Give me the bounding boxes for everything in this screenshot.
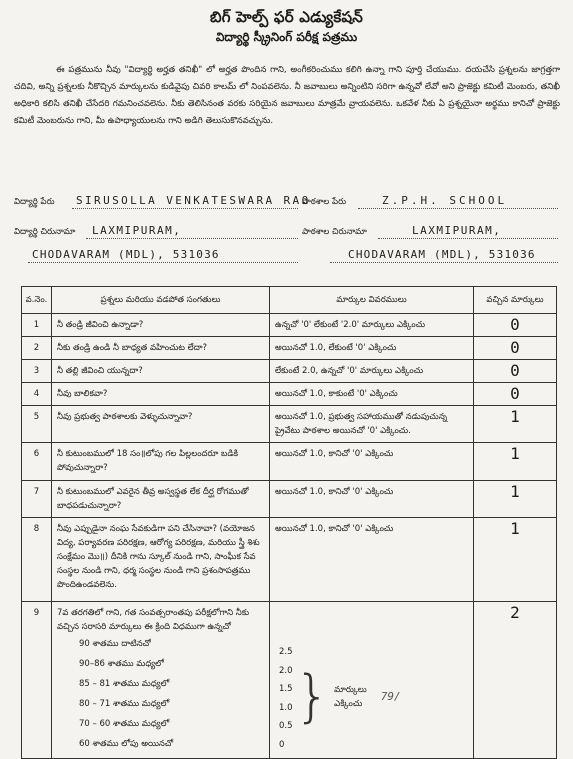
scale-value: 2.0 <box>279 665 293 676</box>
row-num: 2 <box>22 337 52 360</box>
scale-value: 1.0 <box>279 702 293 713</box>
scale-value: 0 <box>279 739 285 750</box>
table-row <box>22 314 557 337</box>
row-num: 8 <box>22 518 52 602</box>
header-num: వ.నెం. <box>22 287 52 314</box>
school-address-line-2 <box>330 262 558 263</box>
range-item: 60 శాతము లోపు అయినచో <box>79 739 174 749</box>
student-address-line-1 <box>86 238 298 239</box>
row-num: 1 <box>22 314 52 337</box>
row-num: 9 <box>22 602 52 759</box>
scale-value: 2.5 <box>279 647 293 657</box>
row-question: నీవు బాలికవా? <box>52 383 270 406</box>
table-row <box>22 481 557 518</box>
range-item: 70 – 60 శాతము మధ్యలో <box>79 719 170 729</box>
table-row <box>22 406 557 443</box>
header-marks: వచ్చిన మార్కులు <box>474 287 557 314</box>
row-question <box>52 602 270 759</box>
table-row <box>22 518 557 602</box>
student-name-value: SIRUSOLLA VENKATESWARA RAO <box>76 194 311 207</box>
table-header-row <box>22 287 557 314</box>
scale-label-line: ఎక్కించు <box>334 698 363 709</box>
row-details: అయినచో 1.0, కానిచో '0' ఎక్కించు <box>270 518 474 602</box>
student-address-label: విద్యార్థి చిరునామా <box>14 227 76 237</box>
student-address-line-2 <box>28 262 298 263</box>
percentage-range-list <box>57 634 264 754</box>
row-mark[interactable]: 0 <box>474 360 557 383</box>
row-num: 3 <box>22 360 52 383</box>
school-address-line-1 <box>378 238 558 239</box>
row-mark[interactable]: 0 <box>474 337 557 360</box>
row-mark[interactable]: 1 <box>474 406 557 443</box>
scale-value: 0.5 <box>279 721 293 731</box>
range-item: 85 – 81 శాతము మధ్యలో <box>79 679 170 689</box>
header-question: ప్రశ్నలు మరియు వడపోత సంగతులు <box>52 287 270 314</box>
range-item: 90–86 శాతము మధ్యలో <box>79 659 164 669</box>
curly-brace-icon: } <box>294 663 331 729</box>
row-num: 7 <box>22 481 52 518</box>
school-name-value: Z.P.H. SCHOOL <box>382 194 508 207</box>
row-mark[interactable]: 1 <box>474 481 557 518</box>
scale-value: 1.5 <box>279 684 293 694</box>
handwritten-note: 79/ <box>380 689 401 703</box>
student-address-value-2: CHODAVARAM (MDL), 531036 <box>32 248 220 261</box>
marks-scale <box>275 639 468 754</box>
row-num: 5 <box>22 406 52 443</box>
row-details: అయినచో 1.0, కానిచో '0' ఎక్కించు <box>270 443 474 481</box>
school-name-label: పాఠశాల పేరు <box>302 197 347 207</box>
table-row <box>22 383 557 406</box>
range-item: 90 శాతము దాటినచో <box>79 639 151 649</box>
row-question: నీ తల్లి జీవించి యున్నదా? <box>52 360 270 383</box>
row-question: నీకు తండ్రి ఉండి నీ బాధ్యత వహించుట లేదా? <box>52 337 270 360</box>
row-question: నీవు ప్రభుత్వ పాఠశాలకు వెళ్ళుచున్నావా? <box>52 406 270 443</box>
student-name-line <box>72 208 298 209</box>
row-details <box>270 602 474 759</box>
table-row <box>22 602 557 759</box>
student-name-label: విద్యార్థి పేరు <box>14 197 55 207</box>
school-address-label: పాఠశాల చిరునామా <box>302 227 367 237</box>
header-details: మార్కుల వివరములు <box>270 287 474 314</box>
scale-label-line: మార్కులు <box>334 684 367 695</box>
row-num: 4 <box>22 383 52 406</box>
row-details: అయినచో 1.0, ప్రభుత్వ సహాయముతో నడుపుచున్న ప్రైవేటు పాఠశాల అయినచో '0' ఎక్కించు. <box>270 406 474 443</box>
row-details: ఉన్నచో '0' లేకుంటే '2.0' మార్కులు ఎక్కించు <box>270 314 474 337</box>
row9-question-text: 7వ తరగతిలో గాని, గత సంవత్సరాంతపు పరీక్షలోగాని నీకు వచ్చిన సరాసరి మార్కులు ఈ క్రింది విధముగా ఉన్నచో <box>57 608 250 632</box>
instructions-paragraph: ఈ పత్రమును నీవు "విద్యార్థి అర్హత తనిఖీ" లో అర్హత పొందిన గాని, అంగీకరించుము కలిగి ఉన్నా గాని పూర్తి చేయుము. దయచేసి ప్రశ్నలను జాగ్రత్తగా చదివి, అన్ని ప్రశ్నలకు నీకొచ్చిన మార్కులను కుడివైపు చివరి కాలమ్ లో నింపవలెను. నీ జవాబులు అన్నింటిని సరిగా ఉన్నవో లేవో అని ప్రాజెక్టు కమిటీ మెంబరు, తనిఖీ అధికారి కలిసి తనిఖీ చేసేదరి గమనించవలెను. నీకు తెలిసినంత వరకు సరియైన జవాబులు మాత్రమే వ్రాయవలెను. ఒకవేళ నీకు ఏ ప్రశ్నయైనా అర్థము కానిచో ప్రాజెక్టు కమిటీ మెంబరును గాని, మీ ఉపాధ్యాయులను గాని అడిగి తెలుసుకొనవచ్చును. <box>14 65 560 126</box>
scale-values <box>275 643 293 754</box>
row-question: నీవు ఎప్పుడైనా నంఘ సేవకుడిగా పని చేసినావా? (వయోజన విద్య, పర్యావరణ పరిరక్షణ, ఆరోగ్య పరిరక్షణ, మరియు స్త్రీ శిశు సంక్షేమం మొ॥) దీనికి గాను స్కూల్ నుండి గాని, సాంఘీక సేవ సంస్థల నుండి గాని, ధర్మ సంస్థల నుండి గాని ప్రశంసాపత్రము పొందిఉండవలెను. <box>52 518 270 602</box>
form-title: బిగ్ హెల్ప్ ఫర్ ఎడ్యుకేషన్ <box>210 8 363 26</box>
student-address-value-1: LAXMIPURAM, <box>92 224 182 237</box>
row-question: నీ కుటుంబములో 18 సం॥లోపు గల పిల్లలందరూ బడికి పోవుచున్నారా? <box>52 443 270 481</box>
table-row <box>22 443 557 481</box>
table-row <box>22 360 557 383</box>
row-question: నీ తండ్రి జీవించి ఉన్నాడా? <box>52 314 270 337</box>
screening-table <box>21 286 557 759</box>
row-details: లేకుంటే 2.0, ఉన్నచో '0' మార్కులు ఎక్కించు <box>270 360 474 383</box>
row-details: అయినచో 1.0, లేకుంటే '0' ఎక్కించు <box>270 337 474 360</box>
row-question: నీ కుటుంబములో ఎవరైన తీవ్ర అస్వస్థత లేక దీర్ఘ రోగముతో బాధపడుచున్నారా? <box>52 481 270 518</box>
school-name-line <box>358 208 558 209</box>
row-mark[interactable]: 1 <box>474 443 557 481</box>
range-item: 80 – 71 శాతము మధ్యలో <box>79 699 170 709</box>
row-mark[interactable]: 0 <box>474 383 557 406</box>
row-details: అయినచో 1.0, కానిచో '0' ఎక్కించు <box>270 481 474 518</box>
row-num: 6 <box>22 443 52 481</box>
table-row <box>22 337 557 360</box>
row-mark[interactable]: 0 <box>474 314 557 337</box>
school-address-value-1: LAXMIPURAM, <box>412 224 502 237</box>
school-address-value-2: CHODAVARAM (MDL), 531036 <box>348 248 536 261</box>
row-details: అయినచో 1.0, కాకుంటే '0' ఎక్కించు <box>270 383 474 406</box>
form-subtitle: విద్యార్థి స్క్రీనింగ్ పరీక్ష పత్రము <box>215 30 358 44</box>
row-mark[interactable]: 2 <box>474 602 557 759</box>
row-mark[interactable]: 1 <box>474 518 557 602</box>
scale-label <box>334 683 367 711</box>
